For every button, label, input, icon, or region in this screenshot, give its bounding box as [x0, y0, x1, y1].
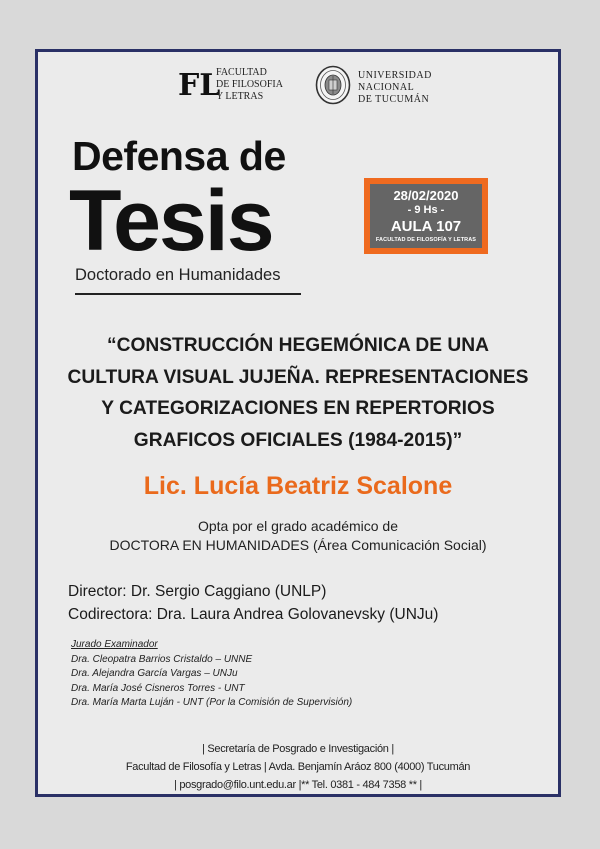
title-line-1: Defensa de	[72, 133, 286, 179]
ffyl-logo	[178, 67, 308, 107]
event-info-box	[364, 178, 488, 254]
codirector: Codirectora: Dra. Laura Andrea Golovanevsky (UNJu)	[68, 606, 439, 623]
unt-line: DE TUCUMÁN	[358, 94, 430, 105]
ffyl-logo-text	[216, 67, 283, 103]
footer-line-3: | posgrado@filo.unt.edu.ar |** Tel. 0381 - 484 7358 ** |	[174, 779, 422, 791]
event-time: - 9 Hs -	[407, 204, 445, 216]
footer-line-1: | Secretaría de Posgrado e Investigación |	[202, 743, 394, 755]
degree-info	[38, 517, 558, 555]
ffyl-logo-mark	[178, 67, 221, 105]
ffyl-line: FACULTAD	[216, 67, 267, 78]
thesis-title-line: “CONSTRUCCIÓN HEGEMÓNICA DE UNA	[107, 335, 489, 356]
jury-member: Dra. Cleopatra Barrios Cristaldo – UNNE	[71, 653, 253, 665]
event-place: FACULTAD DE FILOSOFÍA Y LETRAS	[375, 237, 477, 243]
thesis-title-line: Y CATEGORIZACIONES EN REPERTORIOS	[101, 398, 495, 419]
ffyl-line: Y LETRAS	[216, 91, 264, 102]
unt-logo	[315, 65, 435, 109]
unt-logo-text	[358, 70, 432, 106]
jury-member: Dra. María José Cisneros Torres - UNT	[71, 682, 245, 694]
unt-line: NACIONAL	[358, 82, 415, 93]
title-line-2: Tesis	[69, 173, 273, 269]
ffyl-line: DE FILOSOFIA	[216, 79, 283, 90]
ffyl-mark-text: FL	[178, 68, 221, 103]
title-underline	[75, 293, 301, 295]
footer-line-2: Facultad de Filosofía y Letras | Avda. Benjamín Aráoz 800 (4000) Tucumán	[125, 761, 471, 773]
thesis-title-line: CULTURA VISUAL JUJEÑA. REPRESENTACIONES	[67, 366, 529, 388]
jury-heading: Jurado Examinador	[71, 639, 158, 650]
title-subtitle: Doctorado en Humanidades	[75, 266, 281, 284]
unt-seal-icon	[315, 65, 351, 105]
jury-list	[71, 638, 352, 711]
poster	[35, 49, 561, 797]
author-name: Lic. Lucía Beatriz Scalone	[143, 472, 453, 500]
event-room: AULA 107	[390, 218, 462, 235]
director: Director: Dr. Sergio Caggiano (UNLP)	[68, 583, 327, 600]
jury-member: Dra. María Marta Luján - UNT (Por la Comisión de Supervisión)	[71, 697, 353, 708]
degree-line-1: Opta por el grado académico de	[197, 518, 398, 534]
degree-line-2: DOCTORA EN HUMANIDADES (Área Comunicación Social)	[109, 537, 487, 553]
thesis-title-line: GRAFICOS OFICIALES (1984-2015)”	[133, 429, 463, 451]
contact-footer	[38, 740, 558, 794]
supervision	[68, 580, 438, 626]
unt-line: UNIVERSIDAD	[358, 70, 432, 81]
thesis-title	[48, 330, 548, 456]
event-date: 28/02/2020	[393, 188, 459, 203]
jury-member: Dra. Alejandra García Vargas – UNJu	[71, 668, 238, 679]
